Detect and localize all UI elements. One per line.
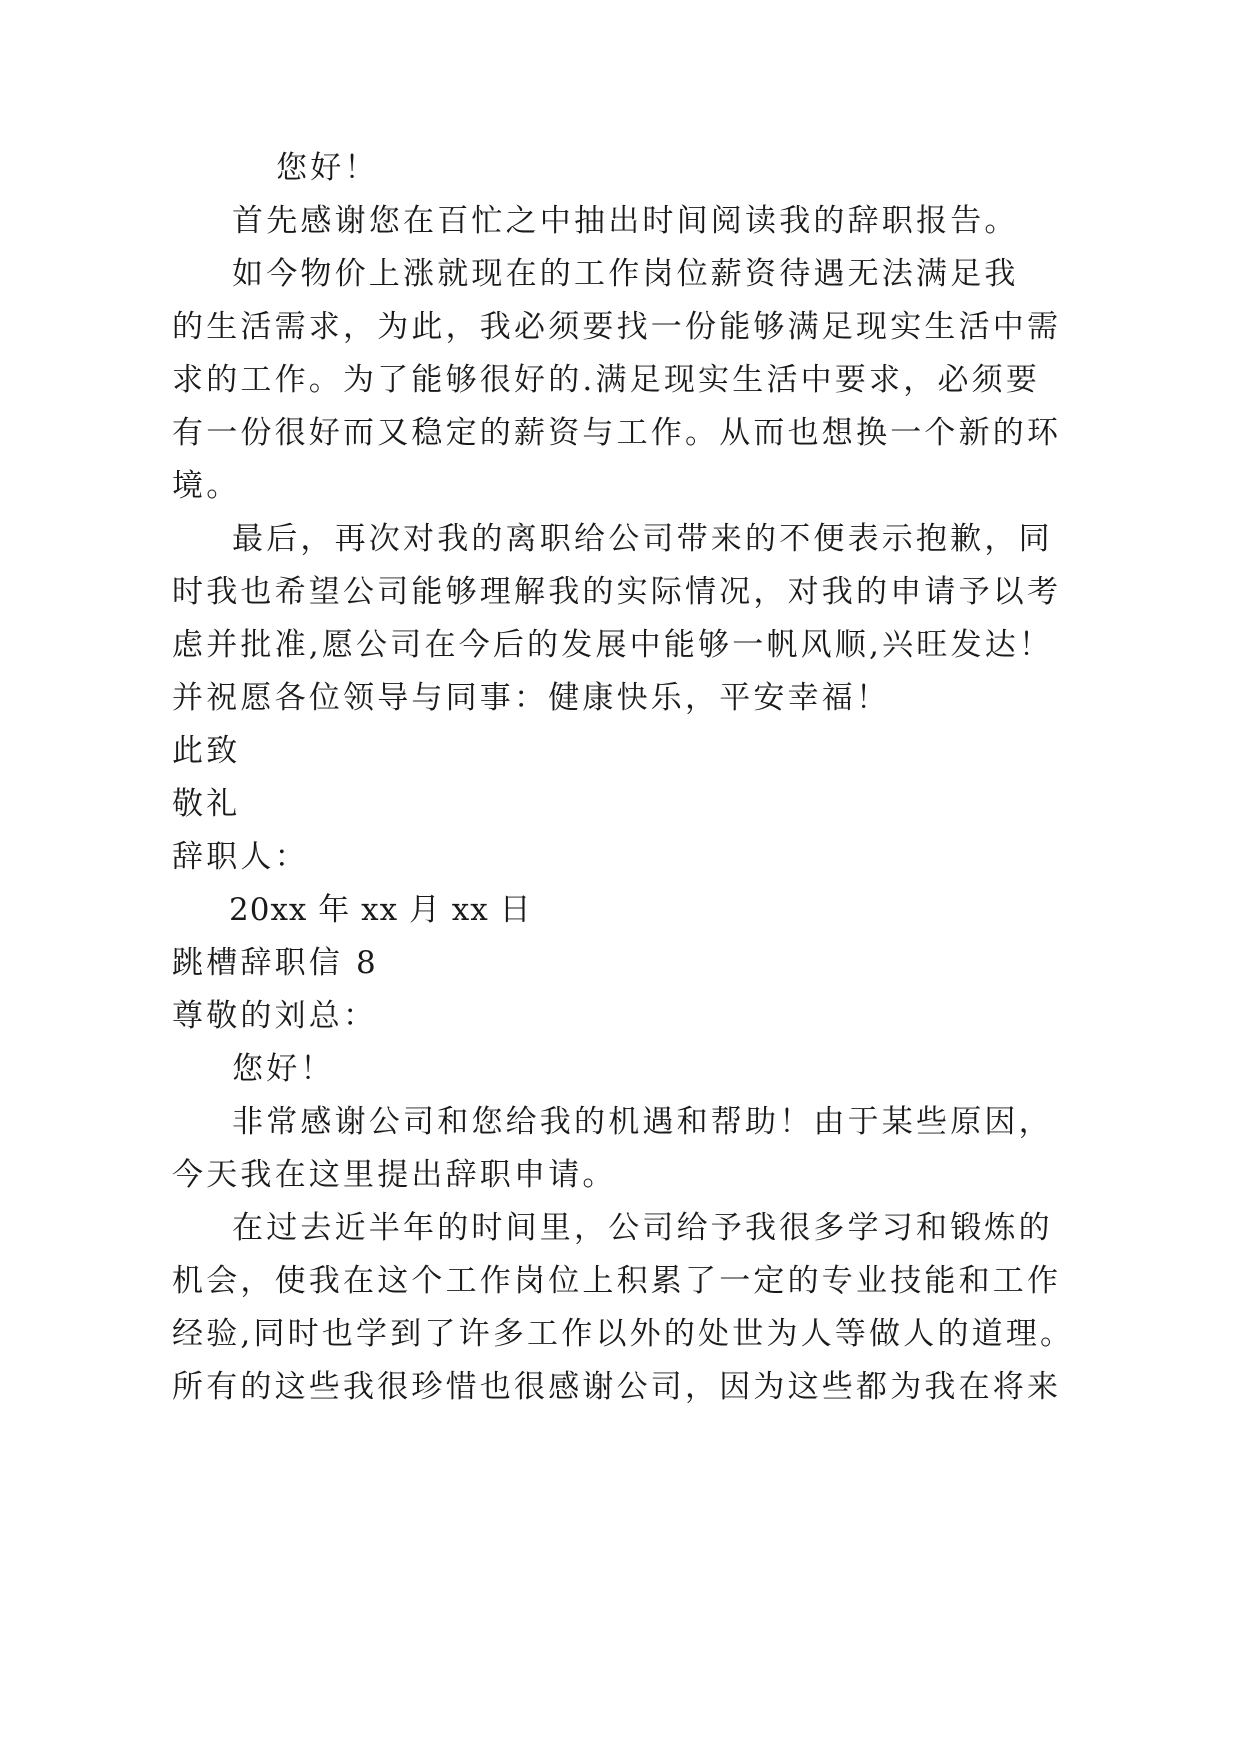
closing-line: 此致 xyxy=(172,733,241,769)
body-line: 求的工作。为了能够很好的.满足现实生活中要求，必须要 xyxy=(172,362,1041,398)
date-line: 20xx 年 xx 月 xx 日 xyxy=(229,892,532,928)
body-line: 时我也希望公司能够理解我的实际情况，对我的申请予以考 xyxy=(172,574,1062,610)
greeting-line: 您好！ xyxy=(276,150,379,186)
body-line: 有一份很好而又稳定的薪资与工作。从而也想换一个新的环 xyxy=(172,415,1062,451)
body-line: 在过去近半年的时间里，公司给予我很多学习和锻炼的 xyxy=(232,1210,1053,1246)
closing-line: 敬礼 xyxy=(172,786,241,822)
body-line: 虑并批准,愿公司在今后的发展中能够一帆风顺,兴旺发达！ xyxy=(172,627,1054,663)
body-line: 所有的这些我很珍惜也很感谢公司，因为这些都为我在将来 xyxy=(172,1369,1062,1405)
section-title: 跳槽辞职信 8 xyxy=(172,945,379,981)
salutation-line: 尊敬的刘总： xyxy=(172,998,378,1034)
body-line: 非常感谢公司和您给我的机遇和帮助！由于某些原因， xyxy=(232,1104,1053,1140)
body-line: 首先感谢您在百忙之中抽出时间阅读我的辞职报告。 xyxy=(232,203,1019,239)
body-line: 经验,同时也学到了许多工作以外的处世为人等做人的道理。 xyxy=(172,1316,1075,1352)
signature-line: 辞职人： xyxy=(172,839,309,875)
body-line: 最后，再次对我的离职给公司带来的不便表示抱歉，同 xyxy=(232,521,1053,557)
body-line: 如今物价上涨就现在的工作岗位薪资待遇无法满足我 xyxy=(232,256,1019,292)
body-line: 机会，使我在这个工作岗位上积累了一定的专业技能和工作 xyxy=(172,1263,1062,1299)
body-line: 今天我在这里提出辞职申请。 xyxy=(172,1157,617,1193)
body-line: 境。 xyxy=(172,468,241,504)
greeting-line: 您好！ xyxy=(232,1051,335,1087)
body-line: 并祝愿各位领导与同事：健康快乐，平安幸福！ xyxy=(172,680,891,716)
body-line: 的生活需求，为此，我必须要找一份能够满足现实生活中需 xyxy=(172,309,1062,345)
